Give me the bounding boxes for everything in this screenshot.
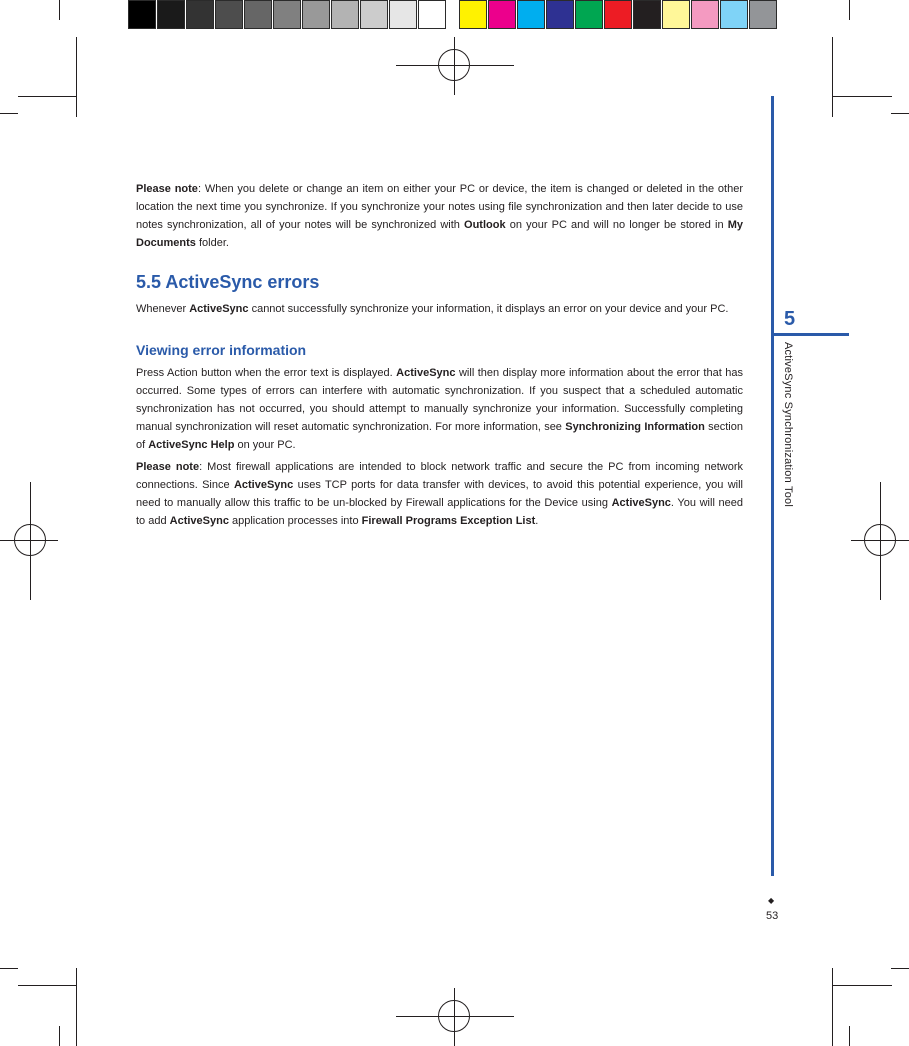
intro-bold-activesync: ActiveSync [189,303,249,315]
note2-text-4: application processes into [228,515,362,527]
color-swatch-8 [662,0,690,29]
gray-swatch-1 [128,0,156,29]
note2-text-3: . You will need to add [136,497,743,527]
sidebar-rule [771,96,774,876]
para-text-2: will then display more information about the error that has occurred. Some types of errors can interfere with automatic synchronization. If you suspect that a scheduled automatic synchronization has not occurred, you should attempt to manually synchronize your information. Successfully completing manual synchronization will reset automatic synchronization. For more information, see [136,367,743,433]
para-bold-activesync-help: ActiveSync Help [148,439,235,451]
note1-text-2: on your PC and will no longer be stored in [505,219,728,231]
para-bold-sync-info: Synchronizing Information [565,421,705,433]
para-text-4: on your PC. [234,439,296,451]
color-swatch-5 [575,0,603,29]
intro-paragraph [136,300,743,318]
color-swatch-3 [517,0,545,29]
gray-swatch-bar [128,0,447,31]
color-swatch-2 [488,0,516,29]
color-swatch-11 [749,0,777,29]
chapter-number: 5 [784,308,796,330]
color-swatch-4 [546,0,574,29]
color-swatch-1 [459,0,487,29]
para-text-1: Press Action button when the error text is displayed. [136,367,397,379]
gray-swatch-6 [273,0,301,29]
note1-bold-my-documents: My Documents [136,219,743,249]
intro-text-1: Whenever [136,303,190,315]
gray-swatch-4 [215,0,243,29]
gray-swatch-2 [157,0,185,29]
note2-bold-2: ActiveSync [611,497,671,509]
note2-bold-4: Firewall Programs Exception List [361,515,536,527]
gray-swatch-9 [360,0,388,29]
gray-swatch-3 [186,0,214,29]
page-number: 53 [766,910,779,922]
note2-label: Please note [136,461,200,473]
color-swatch-7 [633,0,661,29]
note2-bold-1: ActiveSync [233,479,294,491]
note-paragraph-2 [136,458,743,530]
gray-swatch-7 [302,0,330,29]
note2-text-1: : Most firewall applications are intended to block network traffic and secure the PC from incoming network connections. Since [136,461,744,491]
note-paragraph-1 [136,180,743,252]
color-swatch-9 [691,0,719,29]
gray-swatch-10 [389,0,417,29]
sidebar-chapter-rule [771,333,849,336]
diamond-icon: ◆ [768,896,775,905]
note2-text-5: . [535,515,539,527]
color-swatch-6 [604,0,632,29]
para-text-3: section of [136,421,743,451]
color-swatch-10 [720,0,748,29]
chapter-title: ActiveSync Synchronization Tool [782,342,794,507]
para-bold-activesync: ActiveSync [396,367,456,379]
subsection-title: Viewing error information [136,342,307,358]
gray-swatch-11 [418,0,446,29]
note2-text-2: uses TCP ports for data transfer with devices, to avoid this potential experience, you will need to manually allow this traffic to be un-blocked by Firewall applications for the Device using [136,479,743,509]
color-swatch-bar [459,0,778,31]
note1-text-3: folder. [195,237,229,249]
note1-bold-outlook: Outlook [464,219,506,231]
gray-swatch-5 [244,0,272,29]
error-info-paragraph [136,364,743,454]
note2-bold-3: ActiveSync [169,515,229,527]
gray-swatch-8 [331,0,359,29]
note1-text-1: : When you delete or change an item on either your PC or device, the item is changed or deleted in the other location the next time you synchronize. If you synchronize your notes using file synchronization and then later decide to use notes synchronization, all of your notes will be synchronized with [136,183,744,231]
note-label: Please note [136,183,198,195]
intro-text-2: cannot successfully synchronize your information, it displays an error on your device and your PC. [248,303,729,315]
section-title: 5.5 ActiveSync errors [136,272,320,292]
